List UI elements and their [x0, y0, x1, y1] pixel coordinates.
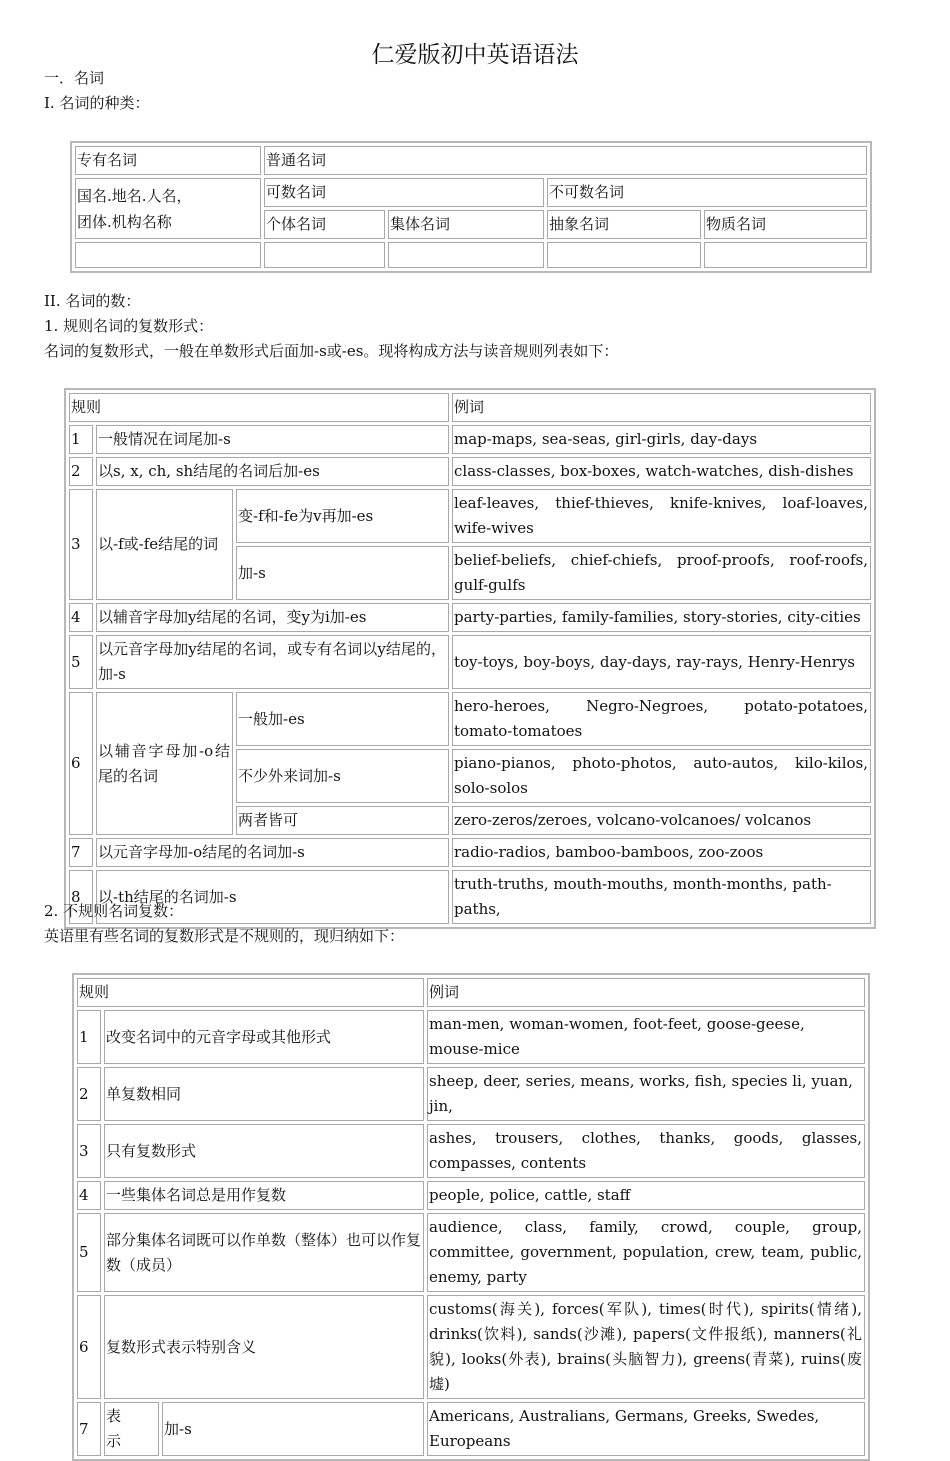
sub-rule-cell: 加-s [236, 546, 449, 600]
rule-cell: 以-f或-fe结尾的词 [96, 489, 233, 600]
example-cell: leaf-leaves, thief-thieves, knife-knives, loaf-loaves, wife-wives [452, 489, 871, 543]
example-cell: Americans, Australians, Germans, Greeks, Swedes, Europeans [427, 1402, 865, 1456]
rule-cell: 改变名词中的元音字母或其他形式 [104, 1010, 424, 1064]
rule-cell: 以辅音字母加y结尾的名词，变y为i加-es [96, 603, 449, 632]
regular-plural-description: 名词的复数形式，一般在单数形式后面加-s或-es。现将构成方法与读音规则列表如下： [44, 342, 619, 360]
individual-noun-cell: 个体名词 [264, 210, 385, 239]
sub-rule-cell: 变-f和-fe为v再加-es [236, 489, 449, 543]
common-noun-header: 普通名词 [264, 146, 867, 175]
rule-cell: 以-th结尾的名词加-s [96, 870, 449, 924]
row-number: 3 [77, 1124, 101, 1178]
empty-cell [704, 242, 867, 268]
row-number: 5 [69, 635, 93, 689]
rule-cell-fragment: 表示 [104, 1402, 159, 1456]
table-row [69, 457, 871, 486]
example-cell: audience, class, family, crowd, couple, group, committee, government, population, crew, team, public, enemy, party [427, 1213, 865, 1292]
table-row [69, 489, 871, 543]
rule-cell: 以辅音字母加-o结尾的名词 [96, 692, 233, 835]
rule-cell: 复数形式表示特别含义 [104, 1295, 424, 1399]
uncountable-noun-header: 不可数名词 [547, 178, 867, 207]
regular-plural-table [64, 388, 876, 929]
row-number: 1 [69, 425, 93, 454]
row-number: 5 [77, 1213, 101, 1292]
rule-column-header: 规则 [69, 393, 449, 422]
noun-kinds-table [70, 141, 872, 273]
example-cell: truth-truths, mouth-mouths, month-months, path-paths, [452, 870, 871, 924]
section-heading-nouns: 一．名词 [44, 69, 105, 87]
rule-cell: 以元音字母加y结尾的名词，或专有名词以y结尾的，加-s [96, 635, 449, 689]
irregular-plural-table [72, 973, 870, 1461]
subheading-noun-kinds: I. 名词的种类： [44, 94, 150, 112]
table-row [77, 1295, 865, 1399]
rule-cell: 一些集体名词总是用作复数 [104, 1181, 424, 1210]
sub-rule-cell: 一般加-es [236, 692, 449, 746]
proper-noun-header: 专有名词 [75, 146, 261, 175]
table-row [77, 1402, 865, 1456]
row-number: 4 [69, 603, 93, 632]
example-cell: map-maps, sea-seas, girl-girls, day-days [452, 425, 871, 454]
example-cell: party-parties, family-families, story-stories, city-cities [452, 603, 871, 632]
table-row [69, 635, 871, 689]
table-row [77, 1181, 865, 1210]
empty-cell [547, 242, 701, 268]
table-row [69, 870, 871, 924]
collective-noun-cell: 集体名词 [388, 210, 544, 239]
irregular-plural-description: 英语里有些名词的复数形式是不规则的，现归纳如下： [44, 927, 405, 945]
row-number: 7 [69, 838, 93, 867]
example-cell: people, police, cattle, staff [427, 1181, 865, 1210]
row-number: 2 [77, 1067, 101, 1121]
rule-cell: 单复数相同 [104, 1067, 424, 1121]
row-number: 3 [69, 489, 93, 600]
row-number: 1 [77, 1010, 101, 1064]
rule-cell: 一般情况在词尾加-s [96, 425, 449, 454]
table-row [69, 838, 871, 867]
row-number: 4 [77, 1181, 101, 1210]
subheading-irregular-plural: 2. 不规则名词复数： [44, 902, 184, 920]
example-cell: customs(海关), forces(军队), times(时代), spirits(情绪), drinks(饮料), sands(沙滩), papers(文件报纸), manners(礼貌), looks(外表), brains(头脑智力), greens(青菜), ruins(废墟) [427, 1295, 865, 1399]
abstract-noun-cell: 抽象名词 [547, 210, 701, 239]
empty-cell [75, 242, 261, 268]
example-cell: class-classes, box-boxes, watch-watches, dish-dishes [452, 457, 871, 486]
row-number: 6 [77, 1295, 101, 1399]
table-row [77, 1067, 865, 1121]
row-number: 8 [69, 870, 93, 924]
example-cell: hero-heroes, Negro-Negroes, potato-potatoes, tomato-tomatoes [452, 692, 871, 746]
page-title: 仁爱版初中英语语法 [371, 42, 579, 68]
table-row [69, 603, 871, 632]
row-number: 7 [77, 1402, 101, 1456]
row-number: 6 [69, 692, 93, 835]
empty-cell [388, 242, 544, 268]
empty-cell [264, 242, 385, 268]
subheading-noun-number: II. 名词的数： [44, 292, 141, 310]
rule-cell: 加-s [162, 1402, 424, 1456]
table-row [77, 1213, 865, 1292]
example-column-header: 例词 [452, 393, 871, 422]
rule-cell: 以元音字母加-o结尾的名词加-s [96, 838, 449, 867]
rule-cell: 部分集体名词既可以作单数（整体）也可以作复数（成员） [104, 1213, 424, 1292]
example-column-header: 例词 [427, 978, 865, 1007]
subheading-regular-plural: 1. 规则名词的复数形式： [44, 317, 214, 335]
table-row [69, 692, 871, 746]
table-row [77, 1010, 865, 1064]
sub-rule-cell: 两者皆可 [236, 806, 449, 835]
rule-cell: 只有复数形式 [104, 1124, 424, 1178]
rule-cell: 以s, x, ch, sh结尾的名词后加-es [96, 457, 449, 486]
proper-noun-description: 国名.地名.人名， 团体.机构名称 [75, 178, 261, 239]
table-row [77, 1124, 865, 1178]
example-cell: ashes, trousers, clothes, thanks, goods, glasses, compasses, contents [427, 1124, 865, 1178]
example-cell: radio-radios, bamboo-bamboos, zoo-zoos [452, 838, 871, 867]
example-cell: belief-beliefs, chief-chiefs, proof-proofs, roof-roofs, gulf-gulfs [452, 546, 871, 600]
material-noun-cell: 物质名词 [704, 210, 867, 239]
example-cell: toy-toys, boy-boys, day-days, ray-rays, Henry-Henrys [452, 635, 871, 689]
row-number: 2 [69, 457, 93, 486]
example-cell: man-men, woman-women, foot-feet, goose-geese, mouse-mice [427, 1010, 865, 1064]
countable-noun-header: 可数名词 [264, 178, 544, 207]
example-cell: sheep, deer, series, means, works, fish, species li, yuan, jin, [427, 1067, 865, 1121]
example-cell: zero-zeros/zeroes, volcano-volcanoes/ volcanos [452, 806, 871, 835]
table-row [69, 425, 871, 454]
example-cell: piano-pianos, photo-photos, auto-autos, kilo-kilos, solo-solos [452, 749, 871, 803]
rule-column-header: 规则 [77, 978, 424, 1007]
sub-rule-cell: 不少外来词加-s [236, 749, 449, 803]
